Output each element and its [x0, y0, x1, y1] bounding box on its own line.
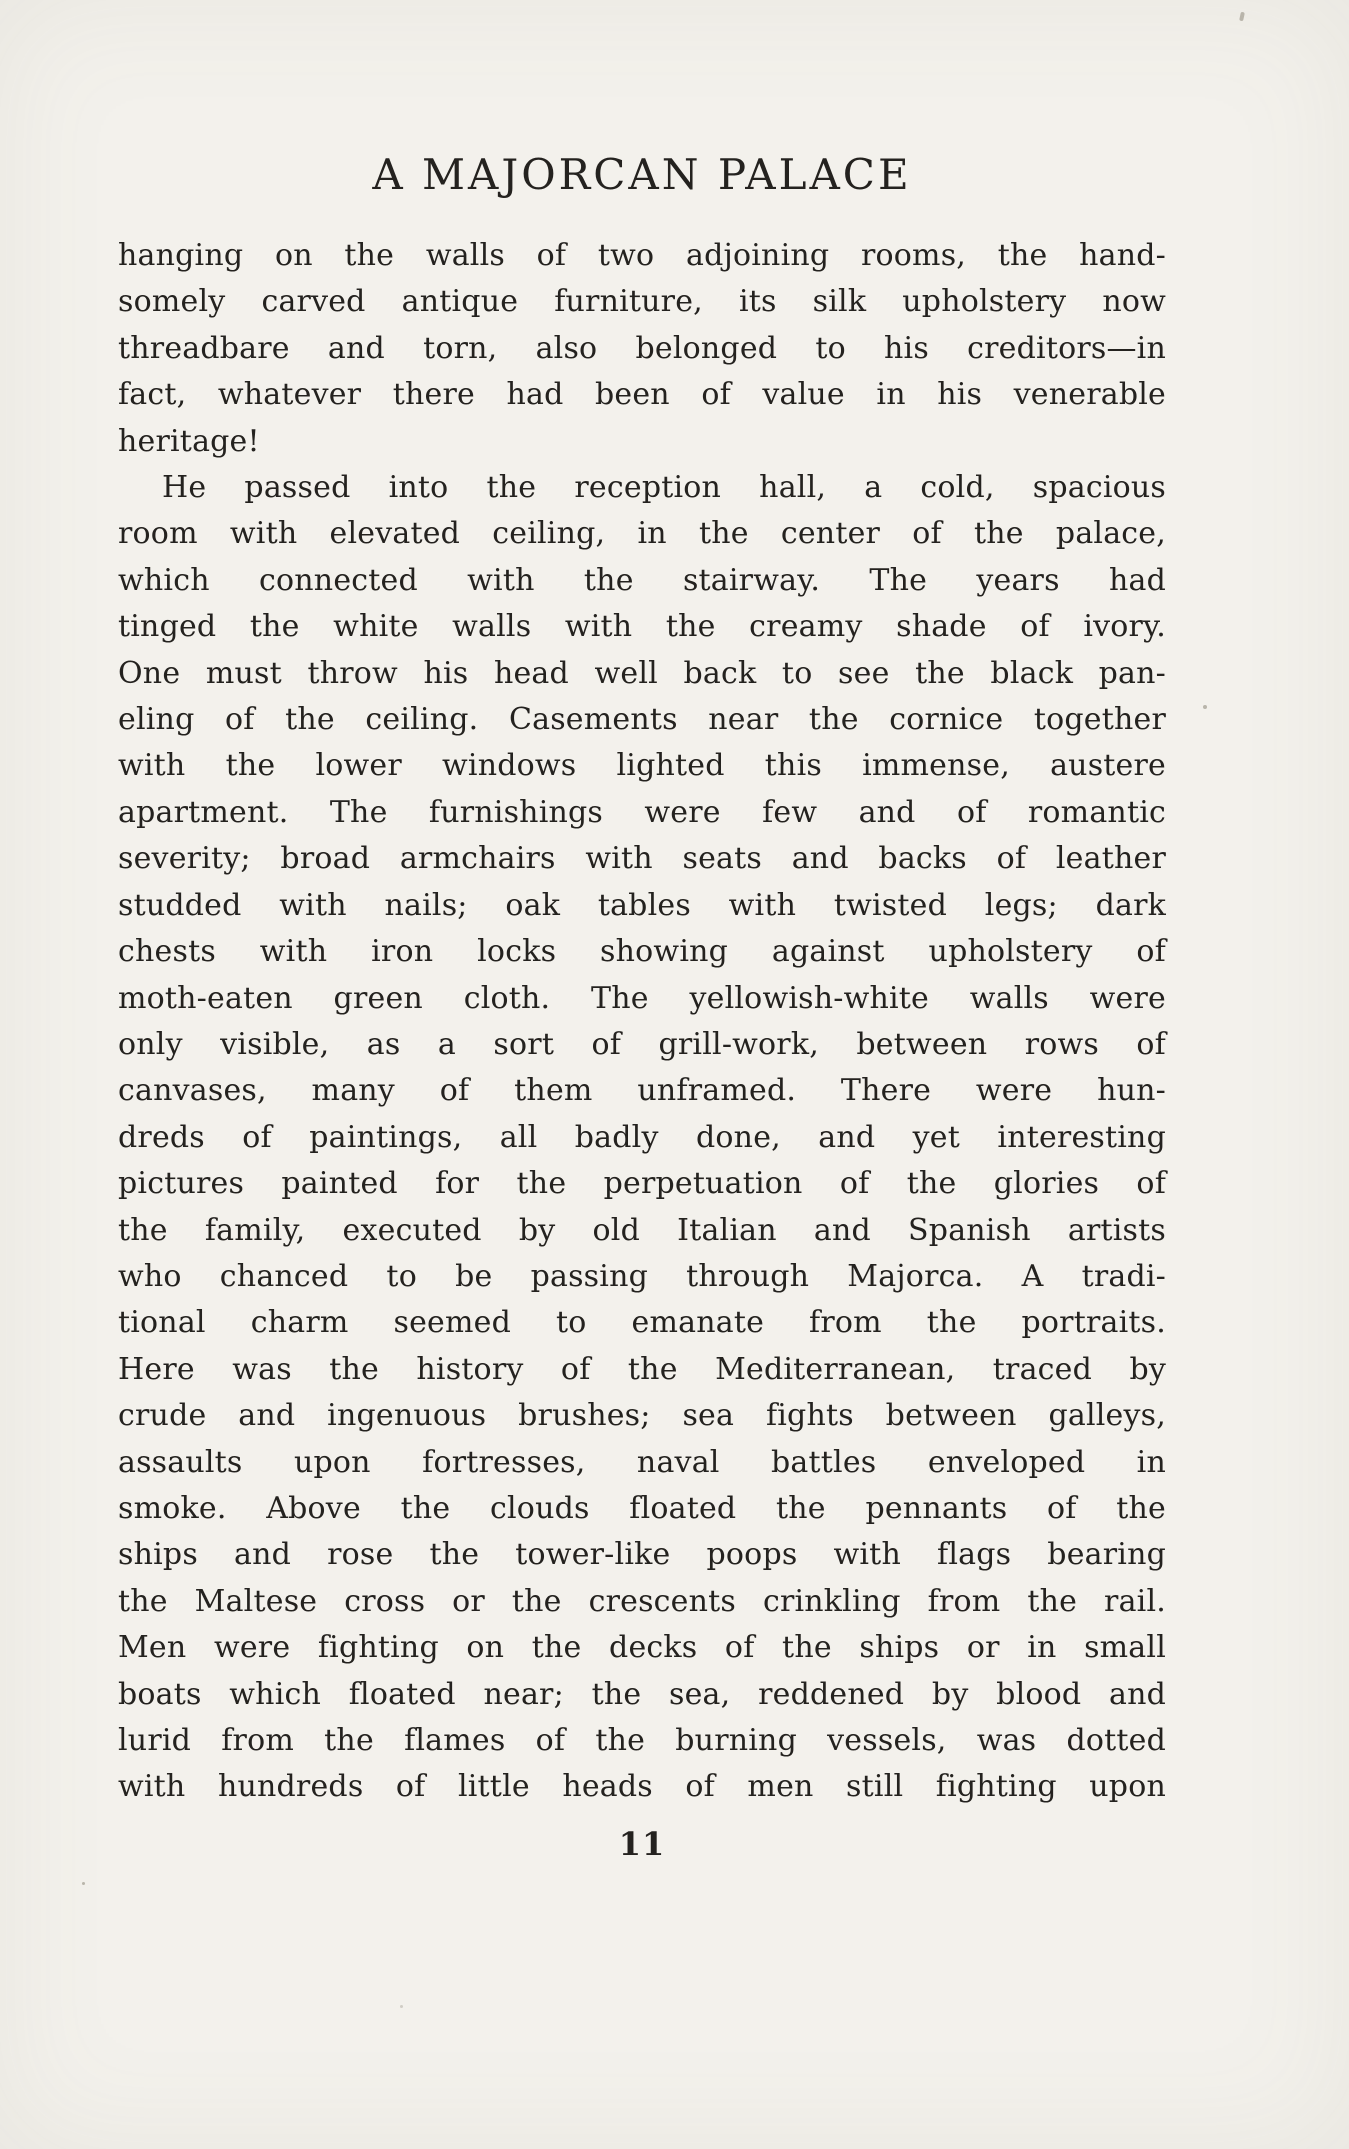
text-line: with hundreds of little heads of men still fighting upon	[118, 1769, 1166, 1805]
text-line: boats which floated near; the sea, reddened by blood and	[118, 1676, 1166, 1712]
text-line: canvases, many of them unframed. There were hun-	[118, 1073, 1166, 1109]
scan-artifact	[1203, 705, 1207, 709]
text-block	[118, 150, 1166, 1863]
scan-artifact	[82, 1882, 85, 1885]
page-title: A MAJORCAN PALACE	[372, 150, 912, 199]
text-line: tional charm seemed to emanate from the portraits.	[118, 1305, 1166, 1341]
text-line: the Maltese cross or the crescents crinkling from the rail.	[118, 1583, 1166, 1619]
text-line: He passed into the reception hall, a cold, spacious	[162, 470, 1166, 506]
text-line: assaults upon fortresses, naval battles enveloped in	[118, 1444, 1166, 1480]
text-line: smoke. Above the clouds floated the pennants of the	[118, 1490, 1166, 1526]
scan-artifact	[400, 2005, 403, 2008]
text-line: chests with iron locks showing against upholstery of	[118, 934, 1166, 970]
text-line: studded with nails; oak tables with twisted legs; dark	[118, 887, 1166, 923]
scan-artifact	[1239, 12, 1245, 22]
text-line: lurid from the flames of the burning vessels, was dotted	[118, 1723, 1166, 1758]
body-text	[118, 233, 1166, 1811]
text-line: who chanced to be passing through Majorca. A tradi-	[118, 1258, 1166, 1294]
text-line: One must throw his head well back to see the black pan-	[118, 655, 1166, 691]
text-line: Men were fighting on the decks of the ships or in small	[118, 1630, 1166, 1666]
text-line: which connected with the stairway. The years had	[118, 562, 1166, 598]
text-line: tinged the white walls with the creamy shade of ivory.	[118, 609, 1166, 645]
text-line: threadbare and torn, also belonged to his creditors—in	[118, 330, 1166, 366]
text-line: eling of the ceiling. Casements near the cornice together	[118, 702, 1166, 738]
text-line: fact, whatever there had been of value in his venerable	[118, 377, 1166, 413]
page-number: 11	[618, 1824, 666, 1863]
paragraph	[118, 465, 1166, 1811]
paragraph	[118, 233, 1166, 465]
text-line: dreds of paintings, all badly done, and yet interesting	[118, 1119, 1166, 1155]
text-line: severity; broad armchairs with seats and backs of leather	[118, 841, 1166, 877]
text-line: apartment. The furnishings were few and of romantic	[118, 794, 1166, 830]
text-line: the family, executed by old Italian and Spanish artists	[118, 1212, 1166, 1248]
text-line: pictures painted for the perpetuation of the glories of	[118, 1166, 1166, 1202]
text-line: moth-eaten green cloth. The yellowish-white walls were	[118, 980, 1166, 1016]
text-line: heritage!	[118, 423, 260, 459]
text-line: ships and rose the tower-like poops with flags bearing	[118, 1537, 1166, 1573]
text-line: somely carved antique furniture, its silk upholstery now	[118, 284, 1166, 320]
text-line: room with elevated ceiling, in the center of the palace,	[118, 516, 1166, 552]
text-line: crude and ingenuous brushes; sea fights between galleys,	[118, 1398, 1166, 1434]
text-line: hanging on the walls of two adjoining rooms, the hand-	[118, 238, 1166, 273]
text-line: only visible, as a sort of grill-work, between rows of	[118, 1026, 1166, 1062]
text-line: Here was the history of the Mediterranean, traced by	[118, 1351, 1166, 1387]
text-line: with the lower windows lighted this immense, austere	[118, 748, 1166, 784]
